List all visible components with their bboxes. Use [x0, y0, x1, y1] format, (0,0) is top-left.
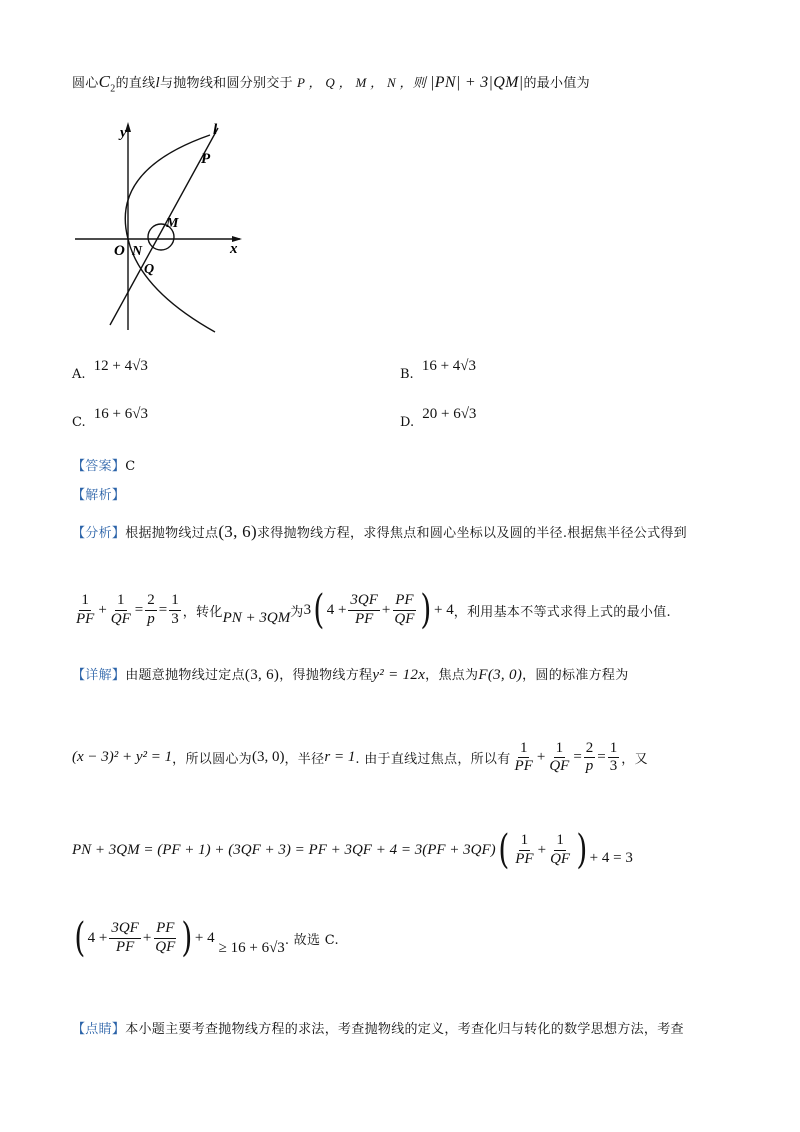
fenxi-plus4: + 4 [433, 601, 454, 618]
option-a-value: 12 + 4√3 [93, 358, 148, 374]
fenxi-frac-2: $\frac{1}{QF}$ [110, 592, 131, 627]
fenxi-frac-3: $\frac{2}{p}$ [147, 592, 155, 627]
question-points: P ， Q ， M ， N ，则 [296, 75, 427, 90]
xiangjie-line-2: (x − 3)² + y² = 1 ，所以圆心为 (3, 0) ，半径 r = 1 . 由于直线过焦点，所以有 $\frac{1}{PF}$ + $\frac{1}{QF}$ = $\frac{2}{p}$ = $\frac{1}{3}$ ，又 [72, 740, 648, 775]
xiangjie-frac-4: $\frac{1}{3}$ [609, 740, 618, 775]
fenxi-zhuanhua: ，转化 [182, 604, 223, 620]
xiangjie-eq-2-plus: + 4 [194, 929, 215, 946]
xiangjie-text-2: ，得抛物线方程 [279, 668, 373, 683]
fenxi-frac-1: $\frac{1}{PF}$ [76, 592, 95, 627]
question-lead: 圆心 [72, 76, 99, 91]
xiangjie-eq-2-bound: ≥ 16 + 6√3 [218, 939, 285, 956]
question-expression: |PN| + 3|QM| [430, 74, 524, 91]
option-b-value: 16 + 4√3 [421, 358, 477, 374]
xiangjie-text-8: ，又 [621, 752, 648, 768]
xiangjie-eq-2-start: 4 + [87, 929, 108, 946]
xiangjie-focus: F(3, 0) [478, 667, 523, 683]
xiangjie-frac-6: $\frac{1}{QF}$ [550, 832, 571, 867]
option-a[interactable] [72, 358, 148, 382]
xiangjie-line-3: PN + 3QM = (PF + 1) + (3QF + 3) = PF + 3QF + 4 = 3(PF + 3QF) ( $\frac{1}{PF}$ + $\frac{1}{QF}$ ) + 4 = 3 [72, 827, 633, 873]
xiangjie-text-6: ，半径 [284, 752, 325, 768]
xiangjie-circle-eq: (x − 3)² + y² = 1 [72, 749, 173, 766]
xiangjie-radius: r = 1 [324, 749, 356, 766]
option-d[interactable] [400, 406, 477, 430]
question-text-1: 的直线 [115, 76, 156, 91]
xiangjie-parabola: y² = 12x [372, 667, 426, 683]
line-symbol: l [155, 75, 160, 91]
xiangjie-eq-1: PN + 3QM = (PF + 1) + (3QF + 3) = PF + 3QF + 4 = 3(PF + 3QF) [72, 841, 496, 858]
fenxi-wei: 为 [290, 604, 304, 620]
label-q: Q [144, 262, 155, 277]
label-m: M [166, 216, 179, 231]
dianjing-line [72, 1018, 684, 1037]
answer-line [72, 455, 135, 474]
label-l: l [213, 122, 218, 138]
xiangjie-frac-1: $\frac{1}{PF}$ [514, 740, 533, 775]
xiangjie-frac-8: $\frac{PF}{QF}$ [155, 920, 176, 955]
question-tail: 的最小值为 [523, 76, 590, 91]
question-line [72, 72, 590, 94]
fenxi-text-3: ，利用基本不等式求得上式的最小值. [453, 604, 671, 620]
option-c-value: 16 + 6√3 [93, 406, 148, 422]
fenxi-text-2: 求得抛物线方程，求得焦点和圆心坐标以及圆的半径.根据焦半径公式得到 [256, 526, 687, 541]
option-b-letter: B. [400, 367, 414, 382]
fenxi-three: 3 [303, 601, 312, 618]
answer-tag: 【答案】 [72, 459, 126, 474]
fenxi-frac-5: $\frac{3QF}{PF}$ [350, 592, 378, 627]
xiangjie-conclusion: . 故选 C. [284, 932, 339, 948]
xiangjie-text-4: ，圆的标准方程为 [522, 668, 629, 683]
label-n: N [132, 244, 143, 259]
fenxi-point: (3, 6) [218, 522, 257, 541]
dianjing-tag: 【点睛】 [72, 1022, 126, 1037]
option-a-letter: A. [72, 367, 86, 382]
option-c[interactable] [72, 406, 148, 430]
label-p: P [201, 151, 211, 167]
xiangjie-frac-7: $\frac{3QF}{PF}$ [111, 920, 139, 955]
parabola-figure [70, 110, 260, 340]
fenxi-text-1: 根据抛物线过点 [125, 526, 219, 541]
label-o: O [114, 243, 125, 259]
fenxi-tag: 【分析】 [72, 526, 126, 541]
dianjing-text: 本小题主要考查抛物线方程的求法，考查抛物线的定义，考查化归与转化的数学思想方法，考查 [125, 1022, 684, 1037]
circle-center-symbol: $C_2$ [98, 72, 116, 95]
question-text-2: 与抛物线和圆分别交于 [159, 76, 293, 91]
xiangjie-line-1 [72, 664, 629, 684]
xiangjie-frac-3: $\frac{2}{p}$ [585, 740, 594, 775]
xiangjie-text-5: ，所以圆心为 [172, 752, 252, 768]
label-x: x [230, 241, 238, 257]
xiangjie-frac-2: $\frac{1}{QF}$ [549, 740, 570, 775]
xiangjie-text-7: . 由于直线过焦点，所以有 [355, 752, 511, 768]
label-y: y [120, 125, 127, 141]
option-c-letter: C. [72, 415, 86, 430]
xiangjie-text-3: ，焦点为 [425, 668, 479, 683]
fenxi-frac-4: $\frac{1}{3}$ [171, 592, 179, 627]
answer-value: C [125, 459, 136, 474]
analysis-tag: 【解析】 [72, 488, 126, 503]
fenxi-line-2: $\frac{1}{PF}$ + $\frac{1}{QF}$ = $\frac{2}{p}$ = $\frac{1}{3}$ ，转化 PN + 3QM 为 3 ( 4 + $\frac{3QF}{PF}$ + $\frac{PF}{QF}$ ) + 4 ，利用基本不等式求得上式的最小值. [76, 587, 671, 633]
fenxi-expr: PN + 3QM [222, 609, 291, 626]
fenxi-frac-6: $\frac{PF}{QF}$ [394, 592, 415, 627]
xiangjie-line-4: ( 4 + $\frac{3QF}{PF}$ + $\frac{PF}{QF}$ ) + 4 ≥ 16 + 6√3 . 故选 C. [74, 915, 339, 961]
xiangjie-center: (3, 0) [251, 749, 285, 766]
xiangjie-tag: 【详解】 [72, 668, 126, 683]
fenxi-four: 4 + [326, 601, 347, 618]
xiangjie-frac-5: $\frac{1}{PF}$ [515, 832, 534, 867]
option-b[interactable] [400, 358, 477, 382]
xiangjie-eq-1-tail: + 4 = 3 [589, 849, 633, 866]
xiangjie-text-1: 由题意抛物线过定点 [125, 668, 245, 683]
option-d-letter: D. [400, 415, 415, 430]
fenxi-line-1 [72, 522, 687, 542]
xiangjie-point: (3, 6) [244, 667, 280, 683]
option-d-value: 20 + 6√3 [422, 406, 477, 422]
